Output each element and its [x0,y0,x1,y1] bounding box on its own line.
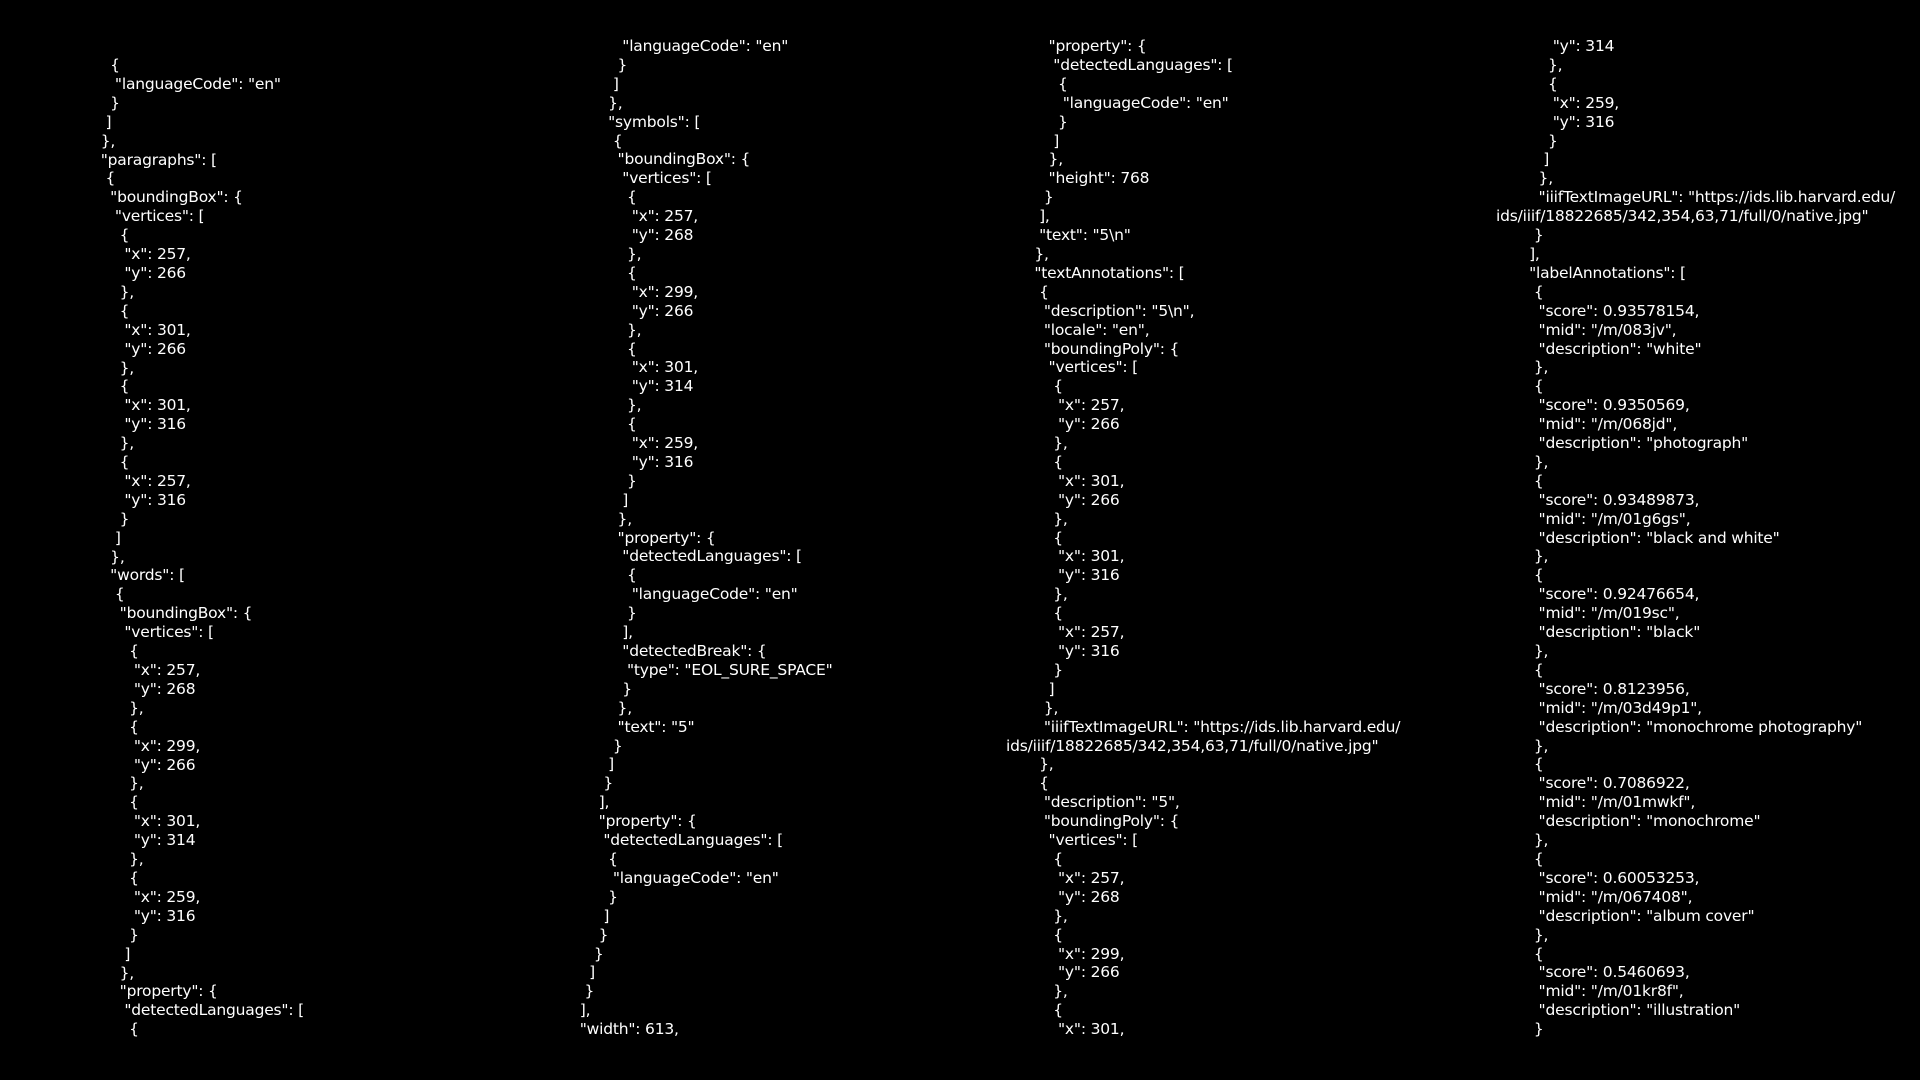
json-column-4: "y": 314 }, { "x": 259, "y": 316 } ] }, "iiifTextImageURL": "https://ids.lib.harvard.edu/ ids/iiif/18822685/342,354,63,71/full/0/native.jpg" } ], "labelAnnotations": [ { "score": 0.93578154, "mid": "/m/083jv", "description": "white" }, { "score": 0.9350569, "mid": "/m/068jd", "description": "photograph" }, { "score": 0.93489873, "mid": "/m/01g6gs", "description": "black and white" }, { "score": 0.92476654, "mid": "/m/019sc", "description": "black" }, { "score": 0.8123956, "mid": "/m/03d49p1", "description": "monochrome photography" }, { "score": 0.7086922, "mid": "/m/01mwkf", "description": "monochrome" }, { "score": 0.60053253, "mid": "/m/067408", "description": "album cover" }, { "score": 0.5460693, "mid": "/m/01kr8f", "description": "illustration" } [1496,37,1896,1039]
json-column-1: { "languageCode": "en" } ] }, "paragraphs": [ { "boundingBox": { "vertices": [ { "x": 257, "y": 266 }, { "x": 301, "y": 266 }, { "x": 301, "y": 316 }, { "x": 257, "y": 316 } ] }, "words": [ { "boundingBox": { "vertices": [ { "x": 257, "y": 268 }, { "x": 299, "y": 266 }, { "x": 301, "y": 314 }, { "x": 259, "y": 316 } ] }, "property": { "detectedLanguages": [ { [100,56,304,1039]
json-column-2: "languageCode": "en" } ] }, "symbols": [ { "boundingBox": { "vertices": [ { "x": 257, "y": 268 }, { "x": 299, "y": 266 }, { "x": 301, "y": 314 }, { "x": 259, "y": 316 } ] }, "property": { "detectedLanguages": [ { "languageCode": "en" } ], "detectedBreak": { "type": "EOL_SURE_SPACE" } }, "text": "5" } ] } ], "property": { "detectedLanguages": [ { "languageCode": "en" } ] } } ] } ], "width": 613, [579,37,833,1039]
json-column-3: "property": { "detectedLanguages": [ { "languageCode": "en" } ] }, "height": 768 } ], "text": "5\n" }, "textAnnotations": [ { "description": "5\n", "locale": "en", "boundingPoly": { "vertices": [ { "x": 257, "y": 266 }, { "x": 301, "y": 266 }, { "x": 301, "y": 316 }, { "x": 257, "y": 316 } ] }, "iiifTextImageURL": "https://ids.lib.harvard.edu/ ids/iiif/18822685/342,354,63,71/full/0/native.jpg" }, { "description": "5", "boundingPoly": { "vertices": [ { "x": 257, "y": 268 }, { "x": 299, "y": 266 }, { "x": 301, [1006,37,1401,1039]
